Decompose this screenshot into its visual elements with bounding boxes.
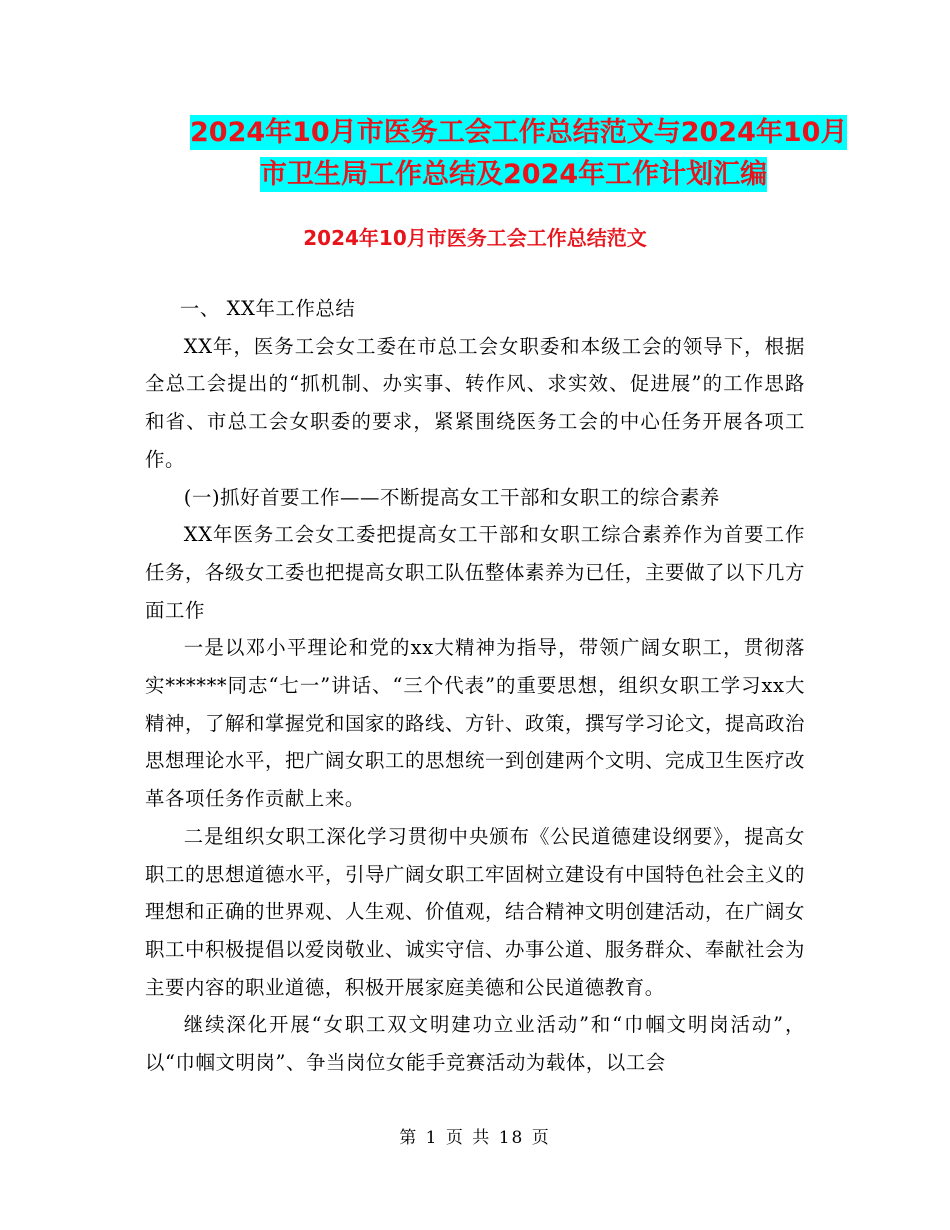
title-highlight: 2024年10月市医务工会工作总结范文与2024年10月 (190, 117, 848, 148)
paragraph: 二是组织女职工深化学习贯彻中央颁布《公民道德建设纲要》，提高女职工的思想道德水平，引导广阔女职工牢固树立建设有中国特色社会主义的理想和正确的世界观、人生观、价值观，结合精神文明创建活动，在广阔女职工中积极提倡以爱岗敬业、诚实守信、办事公道、服务群众、奉献社会为主要内容的职业道德，积极开展家庭美德和公民道德教育。 (145, 824, 805, 999)
paragraph: 一是以邓小平理论和党的xx大精神为指导，带领广阔女职工，贯彻落实******同志“七一”讲话、“三个代表”的重要思想，组织女职工学习xx大精神，了解和掌握党和国家的路线、方针、政策，撰写学习论文，提高政治思想理论水平，把广阔女职工的思想统一到创建两个文明、完成卫生医疗改革各项任务作贡献上来。 (145, 636, 805, 811)
document-title-line-2 (260, 154, 767, 196)
page-number-footer: 第 1 页 共 18 页 (399, 1128, 551, 1148)
paragraph: XX年医务工会女工委把提高女工干部和女职工综合素养作为首要工作任务，各级女工委也把提高女职工队伍整体素养为已任，主要做了以下几方面工作 (145, 523, 805, 622)
paragraph: 继续深化开展“女职工双文明建功立业活动”和“巾帼文明岗活动”，以“巾帼文明岗”、争当岗位女能手竞赛活动为载体，以工会 (145, 1013, 805, 1075)
section-heading: 2024年10月市医务工会工作总结范文 (303, 226, 647, 250)
paragraph-subheading: (一)抓好首要工作——不断提高女工干部和女职工的综合素养 (183, 485, 720, 509)
paragraph: XX年，医务工会女工委在市总工会女职委和本级工会的领导下，根据全总工会提出的“抓机制、办实事、转作风、求实效、促进展”的工作思路和省、市总工会女职委的要求，紧紧围绕医务工会的中心任务开展各项工作。 (145, 334, 805, 471)
paragraph-part-heading: 一、 XX年工作总结 (179, 297, 356, 320)
document-body (145, 290, 805, 1082)
title-highlight: 市卫生局工作总结及2024年工作计划汇编 (260, 159, 768, 190)
document-title-line-1 (190, 112, 847, 154)
